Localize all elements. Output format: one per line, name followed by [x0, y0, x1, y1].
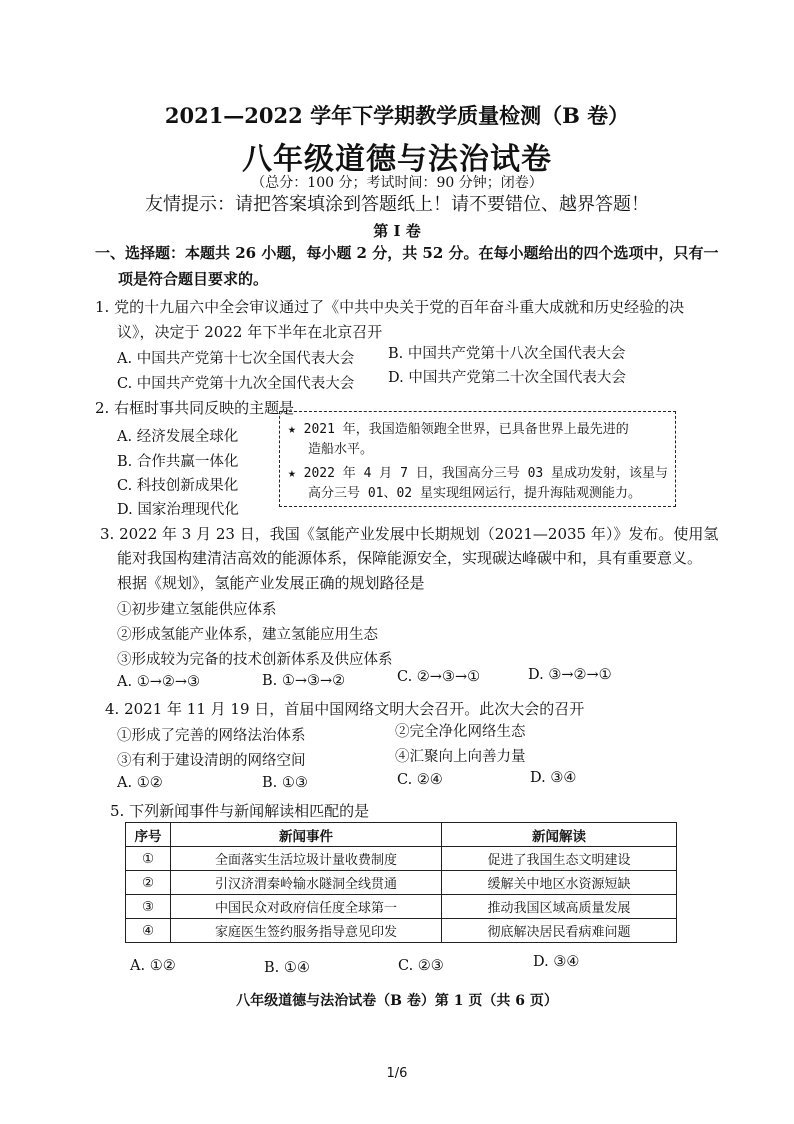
box-item-1-line2: 造船水平。	[308, 442, 374, 457]
q5-stem: 5. 下列新闻事件与新闻解读相匹配的是	[110, 802, 370, 820]
box-item-2-line2: 高分三号 01、02 星实现组网运行，提升海陆观测能力。	[308, 486, 641, 501]
q4-option-a: A. ①②	[117, 775, 163, 791]
exam-info: （总分：100 分；考试时间：90 分钟；闭卷）	[251, 175, 543, 191]
col-header-number: 序号	[126, 823, 171, 847]
q5-option-d: D. ③④	[533, 954, 580, 970]
q2-option-d: D. 国家治理现代化	[117, 502, 239, 518]
q4-stem: 4. 2021 年 11 月 19 日，首届中国网络文明大会召开。此次大会的召开	[105, 700, 585, 718]
table-row	[126, 919, 677, 943]
box-item-2-line1: ★ 2022 年 4 月 7 日，我国高分三号 03 星成功发射，该星与	[288, 466, 669, 481]
q1-option-b: B. 中国共产党第十八次全国代表大会	[388, 346, 626, 362]
section-instruction-line2: 项是符合题目要求的。	[118, 270, 269, 288]
q1-option-c: C. 中国共产党第十九次全国代表大会	[117, 376, 355, 392]
q5-option-c: C. ②③	[398, 958, 444, 974]
q3-option-c: C. ②→③→①	[397, 669, 481, 685]
q3-stem-line3: 根据《规划》，氢能产业发展正确的规划路径是	[117, 574, 425, 592]
q3-stem-line2: 能对我国构建清洁高效的能源体系，保障能源安全，实现碳达峰碳中和，具有重要意义。	[117, 549, 703, 567]
friendly-tip: 友情提示：请把答案填涂到答题纸上！请不要错位、越界答题！	[145, 194, 649, 215]
news-interpretation: 缓解关中地区水资源短缺	[442, 871, 677, 895]
page-footer: 八年级道德与法治试卷（B 卷）第 1 页（共 6 页）	[236, 993, 558, 1009]
table-row	[126, 895, 677, 919]
news-event: 家庭医生签约服务指导意见印发	[171, 919, 442, 943]
news-table-header-row	[126, 823, 677, 847]
q1-stem-line1: 1. 党的十九届六中全会审议通过了《中共中央关于党的百年奋斗重大成就和历史经验的决	[95, 298, 685, 316]
q1-option-a: A. 中国共产党第十七次全国代表大会	[117, 351, 355, 367]
q4-option-c: C. ②④	[397, 772, 443, 788]
q3-statement-2: ②形成氢能产业体系，建立氢能应用生态	[117, 627, 378, 643]
row-number: ①	[126, 847, 171, 871]
q2-option-c: C. 科技创新成果化	[117, 478, 239, 494]
news-event: 引汉济渭秦岭输水隧洞全线贯通	[171, 871, 442, 895]
q2-option-b: B. 合作共赢一体化	[117, 454, 239, 470]
q1-option-d: D. 中国共产党第二十次全国代表大会	[388, 370, 626, 386]
news-table	[125, 822, 677, 943]
q2-stem: 2. 右框时事共同反映的主题是	[95, 399, 295, 417]
q5-option-a: A. ①②	[130, 958, 176, 974]
news-interpretation: 推动我国区域高质量发展	[442, 895, 677, 919]
q4-option-d: D. ③④	[530, 770, 577, 786]
exam-subject-title: 八年级道德与法治试卷	[242, 142, 552, 177]
q3-statement-1: ①初步建立氢能供应体系	[117, 602, 277, 618]
q4-option-b: B. ①③	[262, 775, 308, 791]
section-instruction-line1: 一、选择题：本题共 26 小题，每小题 2 分，共 52 分。在每小题给出的四个选项中，只有一	[95, 244, 719, 262]
q3-option-d: D. ③→②→①	[528, 667, 612, 683]
q3-option-a: A. ①→②→③	[117, 674, 200, 690]
news-interpretation: 彻底解决居民看病难问题	[442, 919, 677, 943]
page-indicator: 1/6	[386, 1066, 408, 1081]
box-item-1-line1: ★ 2021 年，我国造船领跑全世界，已具备世界上最先进的	[288, 422, 629, 437]
news-event: 全面落实生活垃圾计量收费制度	[171, 847, 442, 871]
row-number: ②	[126, 871, 171, 895]
col-header-interpretation: 新闻解读	[442, 823, 677, 847]
q5-option-b: B. ①④	[264, 960, 310, 976]
table-row	[126, 871, 677, 895]
q1-stem-line2: 议》，决定于 2022 年下半年在北京召开	[117, 323, 383, 341]
news-interpretation: 促进了我国生态文明建设	[442, 847, 677, 871]
q4-statement-2: ②完全净化网络生态	[395, 724, 526, 740]
q4-statement-1: ①形成了完善的网络法治体系	[117, 728, 306, 744]
table-row	[126, 847, 677, 871]
q3-statement-3: ③形成较为完备的技术创新体系及供应体系	[117, 652, 393, 668]
q4-statement-4: ④汇聚向上向善力量	[395, 749, 526, 765]
q3-stem-line1: 3. 2022 年 3 月 23 日，我国《氢能产业发展中长期规划（2021—2035 年）》发布。使用氢	[100, 525, 719, 543]
news-event: 中国民众对政府信任度全球第一	[171, 895, 442, 919]
col-header-event: 新闻事件	[171, 823, 442, 847]
exam-session-title: 2021—2022 学年下学期教学质量检测（B 卷）	[164, 103, 630, 128]
volume-label: 第 Ⅰ 卷	[373, 222, 421, 240]
current-events-box	[279, 411, 676, 507]
q3-option-b: B. ①→③→②	[262, 673, 346, 689]
q4-statement-3: ③有利于建设清朗的网络空间	[117, 753, 306, 769]
row-number: ④	[126, 919, 171, 943]
row-number: ③	[126, 895, 171, 919]
q2-option-a: A. 经济发展全球化	[117, 429, 239, 445]
